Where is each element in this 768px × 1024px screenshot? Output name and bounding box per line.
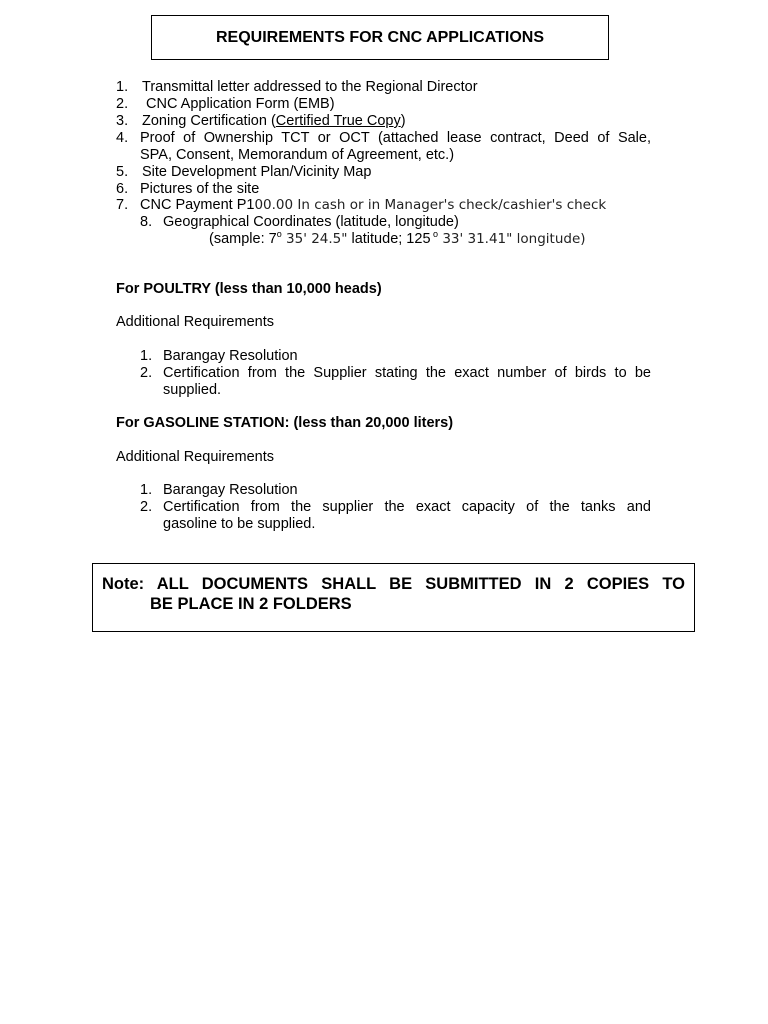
list-text: CNC Application Form (EMB): [146, 96, 335, 112]
list-text: Barangay Resolution: [163, 348, 298, 364]
list-item: [116, 96, 335, 113]
list-item: [140, 499, 651, 516]
additional-requirements-label: Additional Requirements: [116, 314, 274, 330]
list-number: 5.: [116, 164, 129, 180]
underlined-text: Certified True Copy: [275, 113, 401, 129]
list-item-continuation: SPA, Consent, Memorandum of Agreement, etc.): [140, 147, 455, 163]
latitude-label: latitude; 125: [347, 231, 431, 247]
list-text: ): [400, 113, 406, 129]
list-text: 00.00 In cash or in Manager's check/cashier's check: [254, 197, 607, 213]
additional-requirements-label: Additional Requirements: [116, 449, 274, 465]
list-item-continuation: supplied.: [163, 382, 222, 398]
list-item: [116, 164, 371, 181]
section-heading-gasoline: For GASOLINE STATION: (less than 20,000 liters): [116, 415, 454, 431]
coordinates-sample: [209, 231, 586, 248]
list-item: [116, 197, 606, 214]
list-number: 3.: [116, 113, 129, 129]
degree-mark: o: [430, 229, 439, 239]
list-text: Proof of Ownership TCT or OCT (attached lease contract, Deed of Sale,: [140, 130, 651, 146]
list-number: 1.: [140, 348, 153, 364]
list-text: Site Development Plan/Vicinity Map: [142, 164, 372, 180]
list-number: 6.: [116, 181, 129, 197]
list-text: Certification from the supplier the exact capacity of the tanks and: [163, 499, 651, 515]
list-text: Geographical Coordinates (latitude, longitude): [163, 214, 459, 230]
list-item: [140, 365, 651, 382]
degree-mark: o: [276, 229, 282, 239]
list-number: 2.: [116, 96, 129, 112]
list-text: Certification from the Supplier stating the exact number of birds to be: [163, 365, 651, 381]
list-number: 4.: [116, 130, 129, 146]
list-number: 7.: [116, 197, 129, 213]
list-number: 2.: [140, 499, 153, 515]
list-item-continuation: gasoline to be supplied.: [163, 516, 316, 532]
note-line-2: BE PLACE IN 2 FOLDERS: [150, 595, 352, 613]
list-text: Transmittal letter addressed to the Regional Director: [142, 79, 478, 95]
list-item: [116, 181, 259, 198]
sample-prefix: (sample: 7: [209, 231, 277, 247]
list-item: [140, 482, 298, 499]
longitude-value: 33' 31.41" longitude): [438, 231, 586, 247]
list-item: [116, 113, 406, 130]
document-title: [151, 15, 609, 60]
list-text: Zoning Certification (: [142, 113, 276, 129]
list-item: [140, 214, 459, 231]
list-number: 1.: [140, 482, 153, 498]
list-item: [116, 130, 651, 147]
list-item: [116, 79, 478, 96]
list-text: Barangay Resolution: [163, 482, 298, 498]
list-text: Pictures of the site: [140, 181, 260, 197]
note-line-1: Note: ALL DOCUMENTS SHALL BE SUBMITTED IN 2 COPIES TO: [102, 575, 685, 593]
section-heading-poultry: For POULTRY (less than 10,000 heads): [116, 281, 382, 297]
latitude-value: 35' 24.5": [281, 231, 348, 247]
list-number: 8.: [140, 214, 153, 230]
note-box: [92, 563, 695, 632]
list-number: 1.: [116, 79, 129, 95]
list-item: [140, 348, 298, 365]
list-number: 2.: [140, 365, 153, 381]
document-title-text: REQUIREMENTS FOR CNC APPLICATIONS: [215, 28, 544, 46]
list-text: CNC Payment P1: [140, 197, 255, 213]
